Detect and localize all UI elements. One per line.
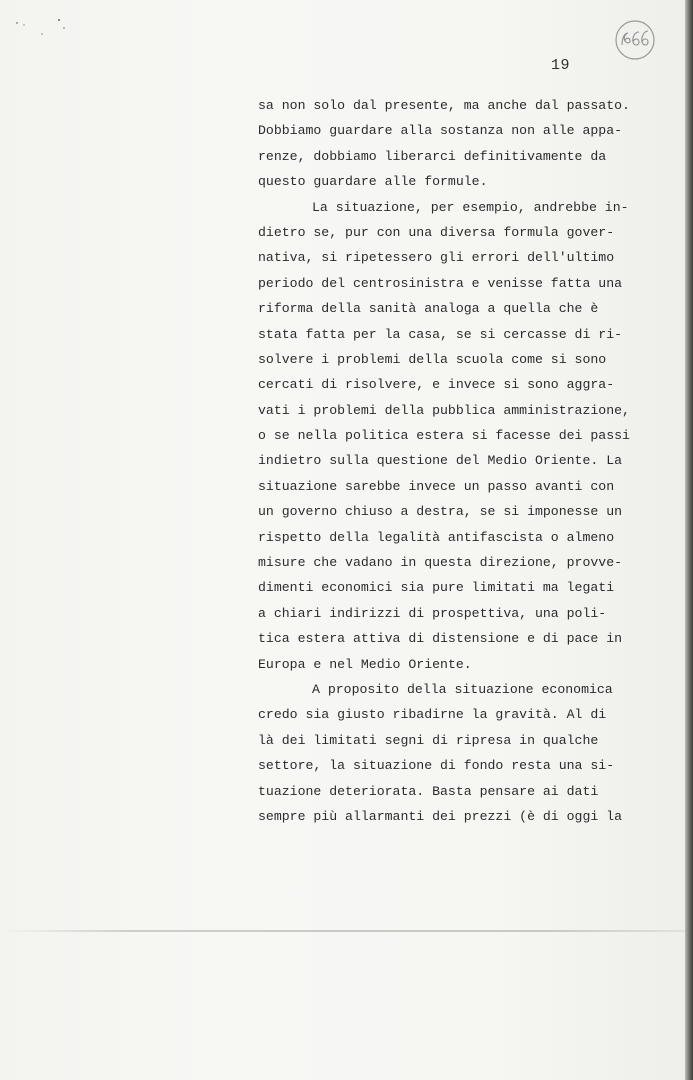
text-line: settore, la situazione di fondo resta una si- [258,758,615,774]
text-line: nativa, si ripetessero gli errori dell'ultimo [258,250,615,266]
body-text [258,93,668,829]
text-line: là dei limitati segni di ripresa in qualche [258,732,599,748]
archive-stamp [613,18,657,62]
text-line: Europa e nel Medio Oriente. [258,656,472,672]
text-line: un governo chiuso a destra, se si imponesse un [258,504,623,520]
paragraph-start-line: A proposito della situazione economica [312,681,613,697]
text-line: questo guardare alle formule. [258,174,488,190]
text-line: situazione sarebbe invece un passo avanti con [258,478,615,494]
text-line: cercati di risolvere, e invece si sono aggra- [258,377,615,393]
text-line: dietro se, pur con una diversa formula gover- [258,224,615,240]
text-line: periodo del centrosinistra e venisse fatta una [258,275,623,291]
text-line: o se nella politica estera si facesse dei passi [258,428,630,444]
text-line: indietro sulla questione del Medio Oriente. La [258,453,623,469]
paragraph-start-line: La situazione, per esempio, andrebbe in- [312,199,629,215]
text-line: sempre più allarmanti dei prezzi (è di oggi la [258,808,623,824]
text-line: renze, dobbiamo liberarci definitivamente da [258,148,607,164]
text-line: riforma della sanità analoga a quella che è [258,301,599,317]
text-line: dimenti economici sia pure limitati ma legati [258,580,615,596]
page-edge-shadow [685,0,693,1080]
text-line: misure che vadano in questa direzione, provve- [258,555,623,571]
text-line: Dobbiamo guardare alla sostanza non alle appa- [258,123,623,139]
text-line: a chiari indirizzi di prospettiva, una poli- [258,605,607,621]
page-number: 19 [551,57,571,74]
text-line: rispetto della legalità antifascista o almeno [258,529,615,545]
text-line: sa non solo dal presente, ma anche dal passato. [258,98,630,113]
text-line: credo sia giusto ribadirne la gravità. Al di [258,707,607,723]
text-line: solvere i problemi della scuola come si sono [258,351,607,367]
text-line: tica estera attiva di distensione e di pace in [258,631,623,647]
text-line: vati i problemi della pubblica amministrazione, [258,402,630,418]
paper-fold-line [0,930,685,932]
text-line: tuazione deteriorata. Basta pensare ai dati [258,783,599,799]
text-line: stata fatta per la casa, se si cercasse di ri- [258,326,623,342]
paper-specks [14,14,74,44]
